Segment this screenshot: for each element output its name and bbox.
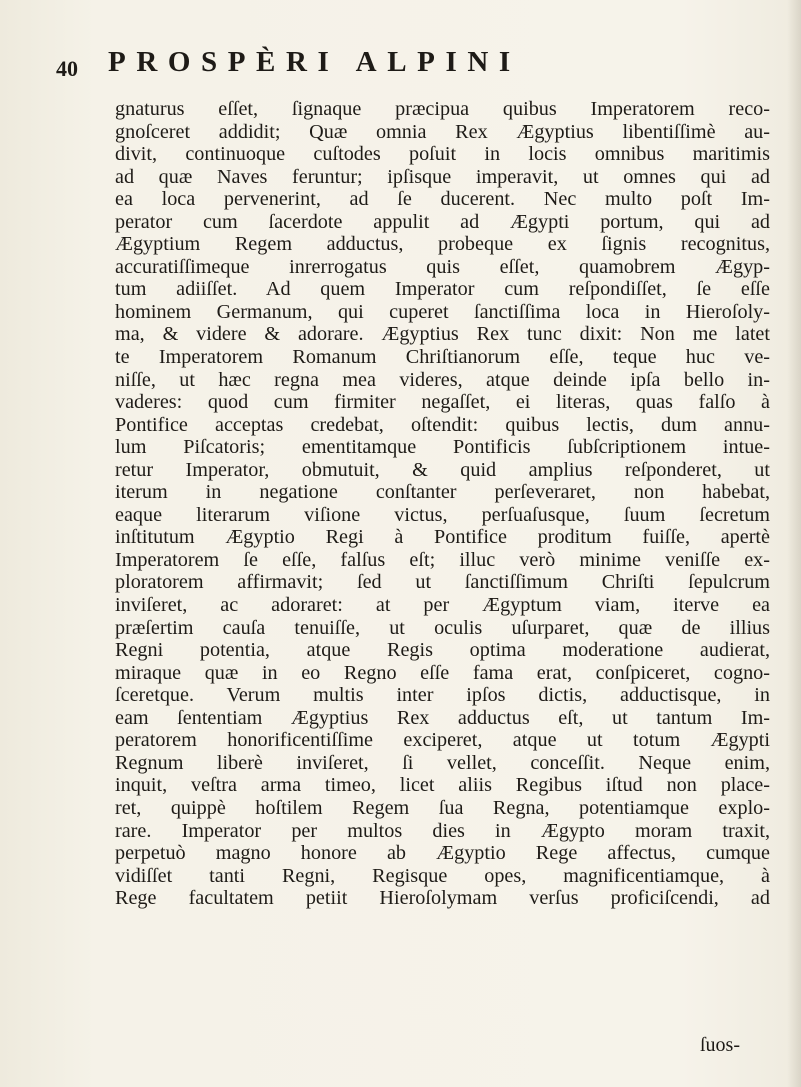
text-line: divit, continuoque cuſtodes poſuit in locis omnibus maritimis [115, 143, 770, 166]
text-line: eaque literarum viſione victus, perſuaſusque, ſuum ſecretum [115, 503, 770, 526]
text-line: eam ſententiam Ægyptius Rex adductus eſt, ut tantum Im- [115, 706, 770, 729]
text-line: ret, quippè hoſtilem Regem ſua Regna, potentiamque explo- [115, 796, 770, 819]
text-line: Pontifice acceptas credebat, oſtendit: quibus lectis, dum annu- [115, 413, 770, 436]
text-line: Ægyptium Regem adductus, probeque ex ſignis recognitus, [115, 233, 770, 256]
text-line: gnoſceret addidit; Quæ omnia Rex Ægyptius libentiſſimè au- [115, 120, 770, 143]
text-line: Regni potentia, atque Regis optima moderatione audierat, [115, 639, 770, 662]
text-line: miraque quæ in eo Regno eſſe fama erat, conſpiceret, cogno- [115, 661, 770, 684]
text-line: inſtitutum Ægyptio Regi à Pontifice proditum fuiſſe, apertè [115, 526, 770, 549]
text-line: ſceretque. Verum multis inter ipſos dictis, adductisque, in [115, 684, 770, 707]
text-line: rare. Imperator per multos dies in Ægypto moram traxit, [115, 819, 770, 842]
text-line: perpetuò magno honore ab Ægyptio Rege affectus, cumque [115, 842, 770, 865]
text-line: accuratiſſimeque inrerrogatus quis eſſet, quamobrem Ægyp- [115, 255, 770, 278]
text-line: te Imperatorem Romanum Chriſtianorum eſſe, teque huc ve- [115, 346, 770, 369]
text-line: vidiſſet tanti Regni, Regisque opes, magnificentiamque, à [115, 864, 770, 887]
page-header [56, 46, 756, 86]
text-line: peratorem honorificentiſſime exciperet, atque ut totum Ægypti [115, 729, 770, 752]
text-line: gnaturus eſſet, ſignaque præcipua quibus Imperatorem reco- [115, 98, 770, 120]
text-line: Regnum liberè inviſeret, ſi vellet, conceſſit. Neque enim, [115, 751, 770, 774]
body-text [115, 98, 770, 910]
text-line: ad quæ Naves feruntur; ipſisque imperavit, ut omnes qui ad [115, 165, 770, 188]
text-line: vaderes: quod cum firmiter negaſſet, ei literas, quas falſo à [115, 391, 770, 414]
text-line: Rege facultatem petiit Hieroſolymam verſus proficiſcendi, ad [115, 887, 770, 910]
text-line: ma, & videre & adorare. Ægyptius Rex tunc dixit: Non me latet [115, 323, 770, 346]
text-line: niſſe, ut hæc regna mea videres, atque deinde ipſa bello in- [115, 368, 770, 391]
text-line: retur Imperator, obmutuit, & quid amplius reſponderet, ut [115, 458, 770, 481]
text-line: præſertim cauſa tenuiſſe, ut oculis uſurparet, quæ de illius [115, 616, 770, 639]
text-line: lum Piſcatoris; ementitamque Pontificis ſubſcriptionem intue- [115, 436, 770, 459]
text-line: inviſeret, ac adoraret: at per Ægyptum viam, iterve ea [115, 594, 770, 617]
text-line: hominem Germanum, qui cuperet ſanctiſſima loca in Hieroſoly- [115, 300, 770, 323]
page-edge-shadow [787, 0, 801, 1087]
running-head: PROSPÈRI ALPINI [108, 46, 521, 78]
catchword: ſuos- [700, 1034, 740, 1056]
text-line: iterum in negatione conſtanter perſeveraret, non habebat, [115, 481, 770, 504]
text-line: inquit, veſtra arma timeo, licet aliis Regibus iſtud non place- [115, 774, 770, 797]
text-line: tum adiiſſet. Ad quem Imperator cum reſpondiſſet, ſe eſſe [115, 278, 770, 301]
text-line: ea loca pervenerint, ad ſe ducerent. Nec multo poſt Im- [115, 188, 770, 211]
text-line: perator cum ſacerdote appulit ad Ægypti portum, qui ad [115, 210, 770, 233]
page-number: 40 [56, 56, 78, 81]
text-line: Imperatorem ſe eſſe, falſus eſt; illuc verò minime veniſſe ex- [115, 548, 770, 571]
text-line: ploratorem affirmavit; ſed ut ſanctiſſimum Chriſti ſepulcrum [115, 571, 770, 594]
